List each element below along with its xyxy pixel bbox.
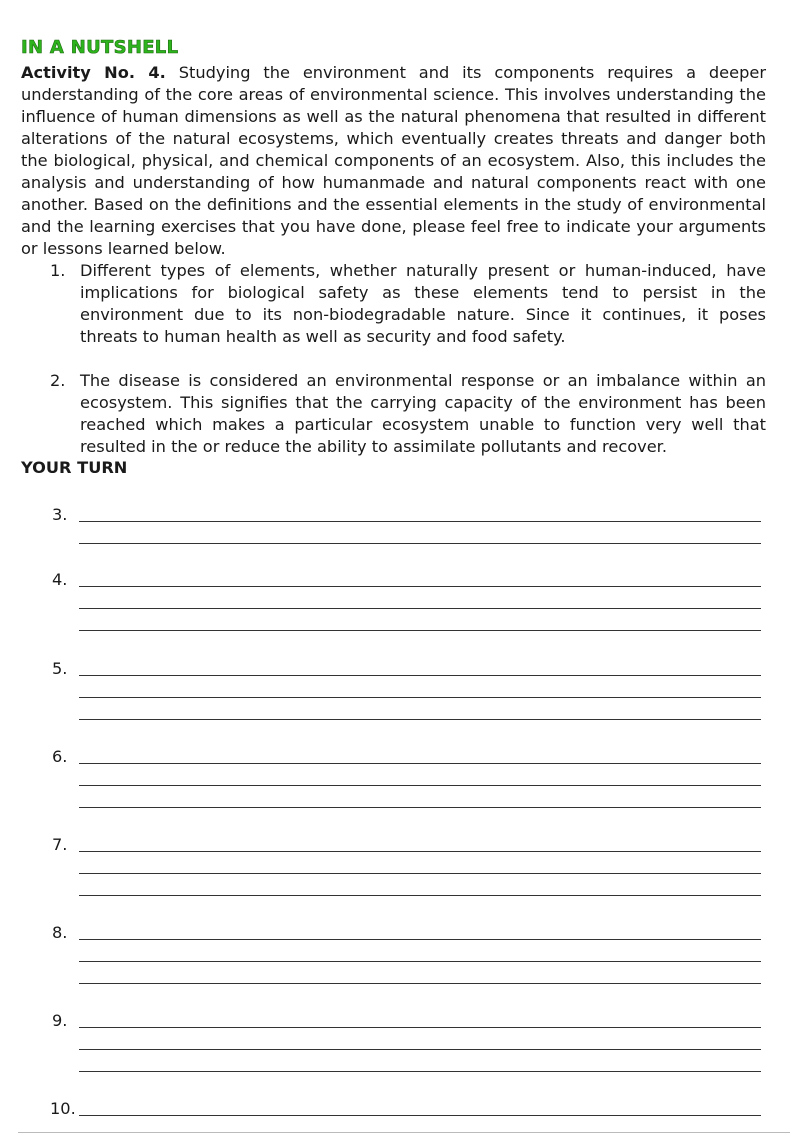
answer-line[interactable] [79, 719, 761, 720]
your-turn-heading: YOUR TURN [21, 458, 128, 477]
answer-line[interactable] [79, 543, 761, 544]
answer-line[interactable] [79, 608, 761, 609]
answer-line[interactable] [79, 521, 761, 522]
answer-number: 4. [52, 570, 68, 589]
activity-label: Activity No. 4. [21, 63, 166, 82]
answer-number: 9. [52, 1011, 68, 1030]
answer-line[interactable] [79, 1115, 761, 1116]
answer-line[interactable] [79, 851, 761, 852]
answer-line[interactable] [79, 697, 761, 698]
answer-number: 7. [52, 835, 68, 854]
item-text: Different types of elements, whether naturally present or human-induced, have implications for biological safety as these elements tend to persist in the environment due to its non-biodegradable nature. Since it continues, it poses threats to human health as well as security and food safety. [80, 261, 766, 346]
answer-line[interactable] [79, 763, 761, 764]
answer-line[interactable] [79, 1049, 761, 1050]
example-item [50, 260, 766, 348]
answer-number: 6. [52, 747, 68, 766]
answer-line[interactable] [79, 630, 761, 631]
item-number: 1. [50, 261, 66, 280]
answer-number: 8. [52, 923, 68, 942]
answer-number: 3. [52, 505, 68, 524]
item-text: The disease is considered an environmental response or an imbalance within an ecosystem. This signifies that the carrying capacity of the environment has been reached which makes a particular ecosystem unable to function very well that resulted in the or reduce the ability to assimilate pollutants and recover. [80, 371, 766, 456]
item-number: 2. [50, 371, 66, 390]
activity-instructions [21, 62, 766, 260]
answer-line[interactable] [79, 983, 761, 984]
page-divider [18, 1132, 790, 1133]
answer-line[interactable] [79, 873, 761, 874]
example-item [50, 370, 766, 458]
answer-line[interactable] [79, 939, 761, 940]
answer-line[interactable] [79, 586, 761, 587]
answer-line[interactable] [79, 895, 761, 896]
answer-number: 10. [50, 1099, 76, 1118]
activity-body: Studying the environment and its components requires a deeper understanding of the core areas of environmental science. This involves understanding the influence of human dimensions as well as the natural phenomena that resulted in different alterations of the natural ecosystems, which eventually creates threats and danger both the biological, physical, and chemical components of an ecosystem. Also, this includes the analysis and understanding of how humanmade and natural components react with one another. Based on the definitions and the essential elements in the study of environmental and the learning exercises that you have done, please feel free to indicate your arguments or lessons learned below. [21, 63, 766, 258]
answer-line[interactable] [79, 807, 761, 808]
answer-line[interactable] [79, 785, 761, 786]
answer-line[interactable] [79, 1071, 761, 1072]
answer-line[interactable] [79, 1027, 761, 1028]
section-heading: IN A NUTSHELL [21, 37, 179, 58]
answer-number: 5. [52, 659, 68, 678]
answer-line[interactable] [79, 961, 761, 962]
answer-line[interactable] [79, 675, 761, 676]
